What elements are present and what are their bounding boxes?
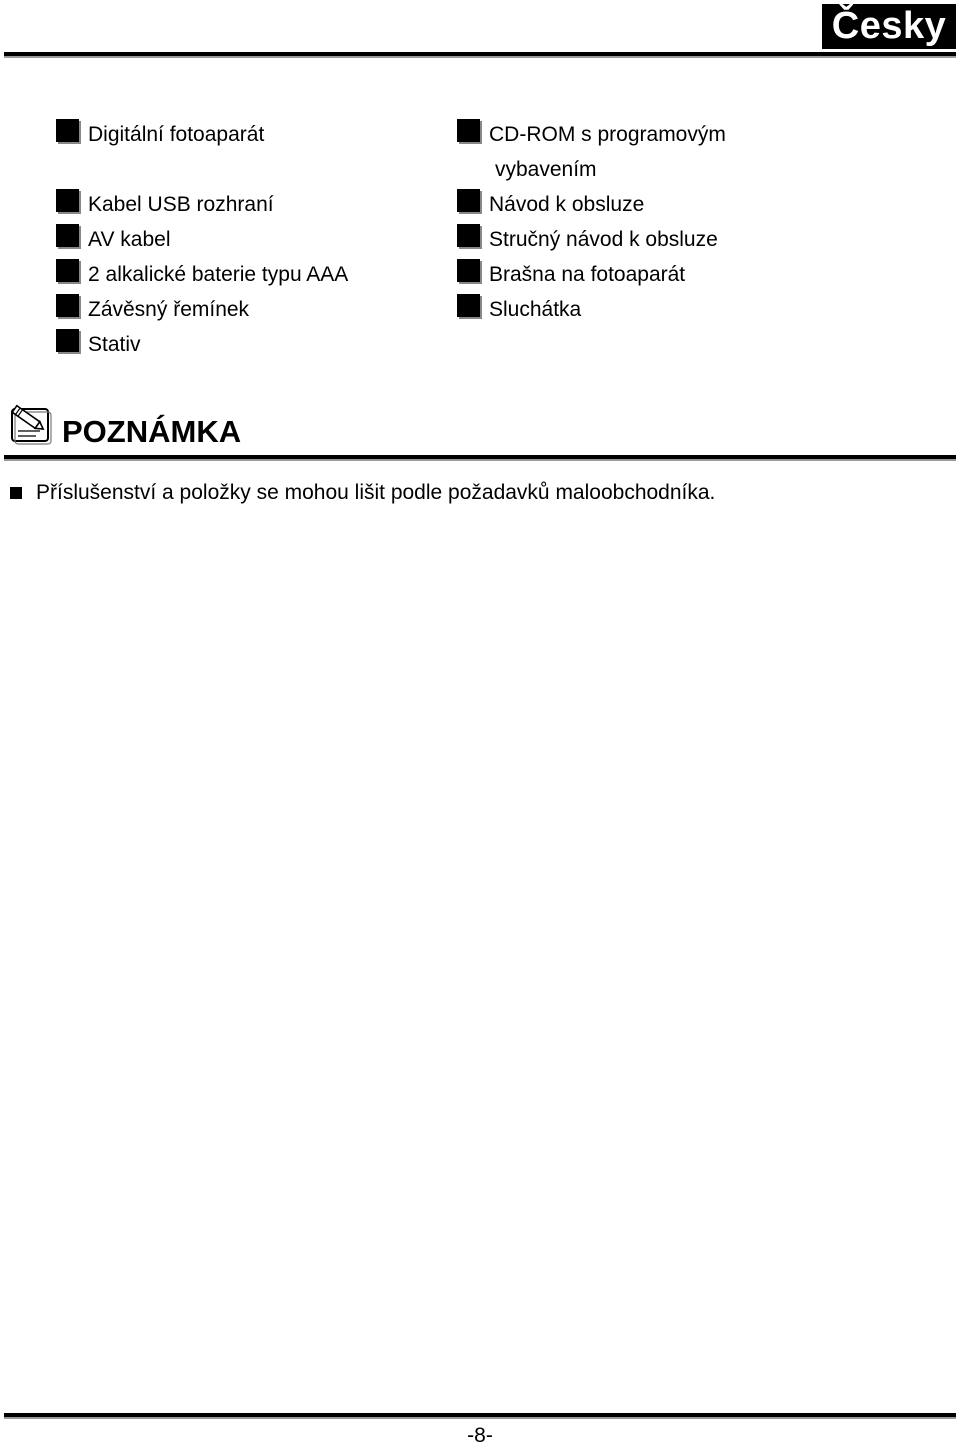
square-bullet-icon xyxy=(56,329,79,352)
list-item xyxy=(56,222,436,257)
list-item xyxy=(56,257,436,292)
language-badge: Česky xyxy=(822,4,956,49)
list-item xyxy=(457,117,837,187)
list-item-label: 2 alkalické baterie typu AAA xyxy=(88,263,349,286)
contents-list-left xyxy=(56,117,436,362)
footer-rule xyxy=(4,1413,956,1417)
square-bullet-icon xyxy=(457,259,480,282)
list-item xyxy=(457,257,837,292)
square-bullet-icon xyxy=(56,224,79,247)
square-bullet-icon xyxy=(457,189,480,212)
list-item xyxy=(56,327,436,362)
list-item xyxy=(457,187,837,222)
square-bullet-icon xyxy=(56,259,79,282)
note-rule xyxy=(4,455,956,459)
square-bullet-icon xyxy=(457,119,480,142)
list-item-label-continuation: vybavením xyxy=(495,158,597,181)
list-item-label: Kabel USB rozhraní xyxy=(88,193,274,216)
list-item xyxy=(56,187,436,222)
square-bullet-icon xyxy=(10,487,22,499)
square-bullet-icon xyxy=(56,119,79,142)
note-item xyxy=(10,478,715,508)
square-bullet-icon xyxy=(457,294,480,317)
list-item-label: Digitální fotoaparát xyxy=(88,123,265,146)
list-item xyxy=(56,117,436,152)
list-item xyxy=(56,292,436,327)
list-item-label: Brašna na fotoaparát xyxy=(489,263,686,286)
header-rule xyxy=(4,52,956,56)
list-item xyxy=(457,222,837,257)
list-item-label: Návod k obsluze xyxy=(489,193,645,216)
square-bullet-icon xyxy=(56,294,79,317)
square-bullet-icon xyxy=(56,189,79,212)
note-title: POZNÁMKA xyxy=(62,414,242,449)
list-item-label: Sluchátka xyxy=(489,298,582,321)
page-number: -8- xyxy=(467,1424,493,1447)
square-bullet-icon xyxy=(457,224,480,247)
note-pencil-icon xyxy=(6,401,52,445)
list-item-label: Stručný návod k obsluze xyxy=(489,228,718,251)
contents-list-right xyxy=(457,117,837,327)
list-item xyxy=(457,292,837,327)
list-item-label: AV kabel xyxy=(88,228,171,251)
list-item-label: CD-ROM s programovým xyxy=(489,123,726,146)
list-item-label: Stativ xyxy=(88,333,141,356)
note-text: Příslušenství a položky se mohou lišit podle požadavků maloobchodníka. xyxy=(36,481,716,504)
list-item-label: Závěsný řemínek xyxy=(88,298,250,321)
